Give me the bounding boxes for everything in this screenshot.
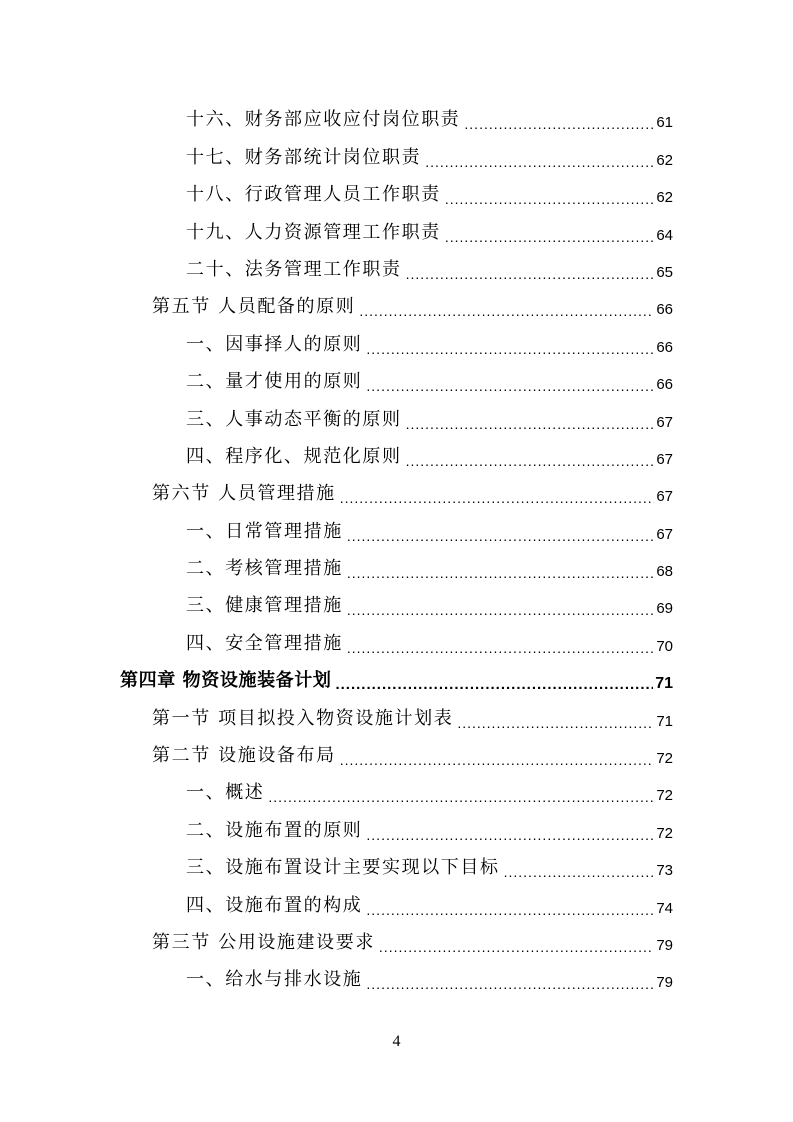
toc-entry-page: 74 bbox=[656, 899, 673, 917]
toc-dot-leader bbox=[347, 566, 655, 580]
toc-dot-leader bbox=[406, 417, 655, 431]
toc-entry[interactable] bbox=[0, 437, 793, 474]
toc-entry[interactable] bbox=[0, 960, 793, 997]
toc-entry-title: 一、日常管理措施 bbox=[186, 520, 343, 542]
toc-entry-page: 66 bbox=[656, 301, 673, 319]
toc-dot-leader bbox=[366, 903, 654, 917]
toc-entry-title: 第四章 物资设施装备计划 bbox=[120, 670, 332, 692]
toc-entry-title: 一、给水与排水设施 bbox=[186, 969, 363, 991]
toc-dot-leader bbox=[504, 865, 655, 879]
toc-entry-page: 79 bbox=[656, 936, 673, 954]
toc-entry[interactable] bbox=[0, 212, 793, 249]
toc-entry-page: 62 bbox=[656, 151, 673, 169]
toc-entry-page: 67 bbox=[656, 488, 673, 506]
toc-dot-leader bbox=[340, 753, 655, 767]
toc-entry-page: 66 bbox=[656, 376, 673, 394]
toc-dot-leader bbox=[366, 828, 654, 842]
toc-entry-page: 72 bbox=[656, 824, 673, 842]
toc-entry[interactable] bbox=[0, 362, 793, 399]
page-number: 4 bbox=[392, 1033, 401, 1050]
toc-entry-page: 71 bbox=[655, 675, 673, 693]
toc-entry-title: 第二节 设施设备布局 bbox=[152, 745, 336, 767]
toc-entry-title: 三、人事动态平衡的原则 bbox=[186, 408, 402, 430]
toc-entry-page: 66 bbox=[656, 338, 673, 356]
toc-dot-leader bbox=[379, 940, 654, 954]
toc-entry-title: 四、安全管理措施 bbox=[186, 632, 343, 654]
toc-entry-page: 65 bbox=[656, 263, 673, 281]
toc-entry[interactable] bbox=[0, 549, 793, 586]
toc-entry-title: 二、量才使用的原则 bbox=[186, 371, 363, 393]
table-of-contents bbox=[0, 100, 793, 997]
toc-dot-leader bbox=[445, 230, 655, 244]
toc-entry-page: 64 bbox=[656, 226, 673, 244]
toc-entry-page: 73 bbox=[656, 862, 673, 880]
toc-entry-title: 十六、财务部应收应付岗位职责 bbox=[186, 109, 461, 131]
toc-chapter-entry[interactable] bbox=[0, 661, 793, 698]
toc-dot-leader bbox=[359, 304, 654, 318]
toc-dot-leader bbox=[366, 977, 654, 991]
toc-entry[interactable] bbox=[0, 848, 793, 885]
toc-dot-leader bbox=[268, 790, 654, 804]
toc-entry-page: 67 bbox=[656, 450, 673, 468]
toc-entry[interactable] bbox=[0, 137, 793, 174]
toc-entry-page: 79 bbox=[656, 974, 673, 992]
toc-entry-title: 三、健康管理措施 bbox=[186, 595, 343, 617]
toc-entry-title: 二、设施布置的原则 bbox=[186, 819, 363, 841]
toc-entry[interactable] bbox=[0, 885, 793, 922]
toc-entry[interactable] bbox=[0, 773, 793, 810]
toc-entry-title: 十七、财务部统计岗位职责 bbox=[186, 146, 422, 168]
toc-entry-page: 70 bbox=[656, 637, 673, 655]
toc-entry-page: 62 bbox=[656, 189, 673, 207]
toc-entry-title: 四、设施布置的构成 bbox=[186, 894, 363, 916]
toc-entry-title: 三、设施布置设计主要实现以下目标 bbox=[186, 857, 500, 879]
toc-entry-title: 第六节 人员管理措施 bbox=[152, 483, 336, 505]
toc-entry-page: 72 bbox=[656, 750, 673, 768]
toc-dot-leader bbox=[445, 192, 655, 206]
toc-dot-leader bbox=[406, 267, 655, 281]
toc-entry-page: 72 bbox=[656, 787, 673, 805]
toc-section-entry[interactable] bbox=[0, 287, 793, 324]
toc-dot-leader bbox=[340, 491, 655, 505]
toc-dot-leader bbox=[406, 454, 655, 468]
toc-entry-page: 67 bbox=[656, 525, 673, 543]
toc-entry[interactable] bbox=[0, 324, 793, 361]
toc-entry-title: 十八、行政管理人员工作职责 bbox=[186, 184, 441, 206]
toc-entry[interactable] bbox=[0, 250, 793, 287]
toc-dot-leader bbox=[457, 716, 654, 730]
toc-dot-leader bbox=[425, 155, 654, 169]
toc-entry-title: 四、程序化、规范化原则 bbox=[186, 445, 402, 467]
toc-dot-leader bbox=[347, 529, 655, 543]
toc-entry-title: 第三节 公用设施建设要求 bbox=[152, 931, 375, 953]
toc-section-entry[interactable] bbox=[0, 736, 793, 773]
toc-entry-page: 61 bbox=[656, 114, 673, 132]
toc-entry-title: 十九、人力资源管理工作职责 bbox=[186, 221, 441, 243]
toc-entry-title: 第五节 人员配备的原则 bbox=[152, 296, 356, 318]
toc-entry[interactable] bbox=[0, 175, 793, 212]
toc-section-entry[interactable] bbox=[0, 923, 793, 960]
toc-entry-title: 二十、法务管理工作职责 bbox=[186, 258, 402, 280]
toc-entry[interactable] bbox=[0, 586, 793, 623]
toc-entry[interactable] bbox=[0, 399, 793, 436]
toc-entry-title: 一、概述 bbox=[186, 782, 265, 804]
toc-entry-page: 68 bbox=[656, 563, 673, 581]
toc-entry-title: 一、因事择人的原则 bbox=[186, 333, 363, 355]
toc-entry[interactable] bbox=[0, 511, 793, 548]
toc-section-entry[interactable] bbox=[0, 698, 793, 735]
toc-dot-leader bbox=[464, 117, 654, 131]
toc-dot-leader bbox=[347, 641, 655, 655]
toc-entry[interactable] bbox=[0, 623, 793, 660]
toc-entry-page: 69 bbox=[656, 600, 673, 618]
toc-dot-leader bbox=[335, 678, 653, 692]
toc-dot-leader bbox=[347, 603, 655, 617]
toc-entry[interactable] bbox=[0, 810, 793, 847]
toc-entry-title: 二、考核管理措施 bbox=[186, 558, 343, 580]
toc-entry[interactable] bbox=[0, 100, 793, 137]
toc-entry-page: 71 bbox=[656, 712, 673, 730]
toc-dot-leader bbox=[366, 379, 654, 393]
toc-dot-leader bbox=[366, 342, 654, 356]
toc-entry-title: 第一节 项目拟投入物资设施计划表 bbox=[152, 707, 454, 729]
toc-entry-page: 67 bbox=[656, 413, 673, 431]
toc-section-entry[interactable] bbox=[0, 474, 793, 511]
